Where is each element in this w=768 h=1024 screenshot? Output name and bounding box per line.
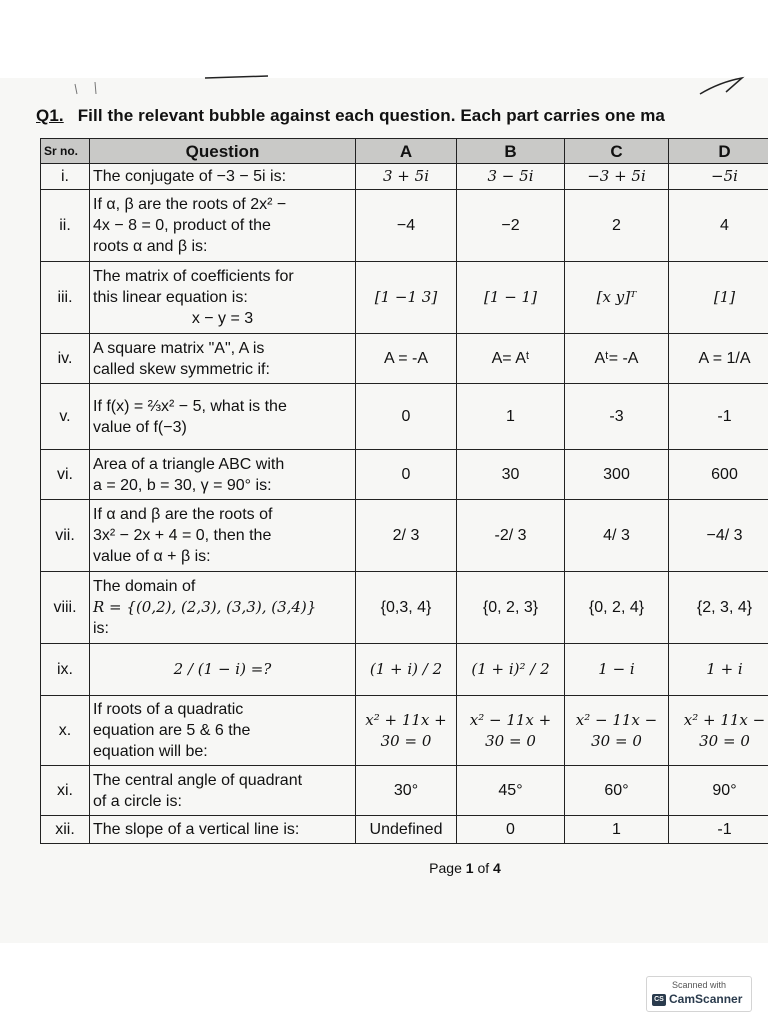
option-value: A = -A	[383, 350, 429, 367]
question-line: equation will be:	[93, 743, 208, 760]
question-line: this linear equation is:	[93, 289, 248, 306]
option-c[interactable]	[565, 766, 669, 816]
option-b[interactable]	[457, 644, 565, 696]
option-b[interactable]	[457, 164, 565, 190]
option-d[interactable]	[669, 696, 768, 766]
option-value: 30°	[393, 782, 419, 799]
header-question: Question	[90, 139, 356, 164]
option-a[interactable]	[356, 262, 457, 334]
option-value: −4/ 3	[706, 527, 743, 544]
option-d[interactable]	[669, 190, 768, 262]
question-text	[90, 334, 356, 384]
question-line: x − y = 3	[191, 310, 254, 327]
question-line: value of α + β is:	[93, 548, 211, 565]
option-b[interactable]	[457, 766, 565, 816]
row-number: x.	[41, 696, 90, 766]
option-c[interactable]	[565, 500, 669, 572]
row-number: v.	[41, 384, 90, 450]
row-number: ii.	[41, 190, 90, 262]
question-line: of a circle is:	[93, 792, 182, 810]
table-header-row	[41, 139, 768, 164]
row-number: vii.	[41, 500, 90, 572]
option-value: 4	[720, 217, 729, 234]
page-prefix: Page	[429, 860, 466, 876]
option-value: 1 + i	[706, 660, 743, 678]
question-text	[90, 190, 356, 262]
header-option-c: C	[565, 139, 669, 164]
question-line: 3x² − 2x + 4 = 0, then the	[93, 527, 272, 544]
question-line: If f(x) = ⅔x² − 5, what is the	[93, 397, 287, 415]
option-value: 1	[612, 821, 621, 838]
question-line: The conjugate of −3 − 5i is:	[93, 168, 287, 185]
option-value: (1 + i)² / 2	[471, 660, 550, 678]
option-b[interactable]	[457, 262, 565, 334]
header-option-d: D	[669, 139, 768, 164]
option-value: 1	[506, 408, 515, 425]
option-value: [1]	[713, 288, 736, 306]
question-line: equation are 5 & 6 the	[93, 722, 251, 739]
question-instruction: Fill the relevant bubble against each question. Each part carries one ma	[77, 106, 665, 125]
option-a[interactable]	[356, 644, 457, 696]
question-line: roots α and β is:	[93, 238, 208, 255]
option-value: Aᵗ= -A	[594, 350, 639, 367]
option-value: A = 1/A	[698, 350, 751, 367]
row-number: xi.	[41, 766, 90, 816]
table-row	[41, 450, 768, 500]
option-value: 0	[506, 821, 515, 838]
question-text	[90, 644, 356, 696]
option-d[interactable]	[669, 500, 768, 572]
option-value: −4	[396, 217, 416, 234]
option-value: A= Aᵗ	[491, 350, 530, 367]
option-value: 3 + 5i	[383, 167, 429, 185]
option-value: [1 −1 3]	[374, 288, 438, 306]
question-number: Q1.	[36, 106, 64, 125]
option-a[interactable]	[356, 164, 457, 190]
page-total: 4	[493, 860, 501, 876]
option-b[interactable]	[457, 190, 565, 262]
option-d[interactable]	[669, 384, 768, 450]
page-current: 1	[465, 860, 474, 876]
option-value: −5i	[711, 167, 738, 185]
question-text	[90, 262, 356, 334]
question-text	[90, 164, 356, 190]
option-value: x² − 11x + 30 = 0	[469, 710, 552, 750]
question-line: If α and β are the roots of	[93, 506, 273, 523]
table-row	[41, 572, 768, 644]
option-b[interactable]	[457, 384, 565, 450]
option-a[interactable]	[356, 500, 457, 572]
option-value: {0, 2, 3}	[482, 599, 539, 616]
option-d[interactable]	[669, 450, 768, 500]
option-value: x² + 11x − 30 = 0	[683, 710, 766, 750]
option-b[interactable]	[457, 696, 565, 766]
question-text	[90, 500, 356, 572]
question-line: a = 20, b = 30, γ = 90° is:	[93, 476, 272, 494]
question-text	[90, 696, 356, 766]
row-number: viii.	[41, 572, 90, 644]
question-text	[90, 384, 356, 450]
mcq-table	[40, 138, 768, 844]
table-row	[41, 816, 768, 844]
option-a[interactable]	[356, 816, 457, 844]
option-value: 3 − 5i	[487, 167, 534, 185]
question-text	[90, 572, 356, 644]
option-value: {0, 2, 4}	[588, 599, 645, 616]
option-value: -2/ 3	[494, 527, 527, 544]
question-text	[90, 816, 356, 844]
question-line: The matrix of coefficients for	[93, 268, 294, 285]
option-value: 600	[711, 466, 738, 483]
table-row	[41, 384, 768, 450]
option-c[interactable]	[565, 334, 669, 384]
option-b[interactable]	[457, 500, 565, 572]
option-c[interactable]	[565, 262, 669, 334]
option-c[interactable]	[565, 384, 669, 450]
option-value: 30	[501, 466, 520, 483]
table-row	[41, 696, 768, 766]
option-c[interactable]	[565, 816, 669, 844]
option-value: −2	[501, 217, 520, 234]
option-value: [x y]ᵀ	[596, 288, 637, 306]
question-line: Area of a triangle ABC with	[93, 455, 285, 473]
option-value: -1	[717, 408, 732, 425]
option-value: Undefined	[369, 821, 443, 838]
option-b[interactable]	[457, 572, 565, 644]
badge-caption: Scanned with	[671, 980, 727, 990]
table-row	[41, 164, 768, 190]
question-text	[90, 450, 356, 500]
pen-marks	[0, 66, 768, 106]
table-row	[41, 334, 768, 384]
option-value: 4/ 3	[603, 527, 630, 544]
option-a[interactable]	[356, 766, 457, 816]
row-number: iv.	[41, 334, 90, 384]
row-number: ix.	[41, 644, 90, 696]
table-row	[41, 500, 768, 572]
option-d[interactable]	[669, 262, 768, 334]
row-number: i.	[41, 164, 90, 190]
option-d[interactable]	[669, 816, 768, 844]
option-value: {2, 3, 4}	[696, 599, 753, 616]
option-a[interactable]	[356, 572, 457, 644]
option-d[interactable]	[669, 766, 768, 816]
option-value: x² + 11x + 30 = 0	[365, 710, 447, 750]
option-b[interactable]	[457, 334, 565, 384]
question-text	[90, 766, 356, 816]
header-sr-no: Sr no.	[41, 139, 90, 164]
option-value: -3	[609, 408, 624, 425]
question-line: 4x − 8 = 0, product of the	[93, 217, 271, 234]
table-row	[41, 190, 768, 262]
option-c[interactable]	[565, 696, 669, 766]
question-line: is:	[93, 620, 109, 637]
option-d[interactable]	[669, 334, 768, 384]
option-value: 45°	[498, 782, 523, 799]
option-a[interactable]	[356, 696, 457, 766]
option-c[interactable]	[565, 450, 669, 500]
question-line: A square matrix "A", A is	[93, 339, 265, 357]
option-c[interactable]	[565, 572, 669, 644]
camscanner-logo-icon: CS	[652, 994, 666, 1006]
option-value: 2	[612, 217, 621, 234]
option-d[interactable]	[669, 644, 768, 696]
option-d[interactable]	[669, 164, 768, 190]
row-number: vi.	[41, 450, 90, 500]
option-value: 0	[401, 466, 411, 483]
option-a[interactable]	[356, 334, 457, 384]
option-value: -1	[717, 821, 732, 838]
option-a[interactable]	[356, 384, 457, 450]
question-line: 2 / (1 − i) =?	[173, 660, 272, 678]
option-a[interactable]	[356, 190, 457, 262]
badge-brand: CamScanner	[669, 992, 743, 1006]
option-value: {0,3, 4}	[380, 599, 432, 616]
option-value: (1 + i) / 2	[369, 660, 443, 678]
option-value: −3 + 5i	[587, 167, 646, 185]
table-row	[41, 644, 768, 696]
page-indicator	[0, 860, 768, 876]
option-value: 90°	[712, 782, 737, 799]
table-row	[41, 766, 768, 816]
header-option-b: B	[457, 139, 565, 164]
option-value: 0	[401, 408, 411, 425]
option-b[interactable]	[457, 450, 565, 500]
table-row	[41, 262, 768, 334]
question-line: If α, β are the roots of 2x² −	[93, 196, 287, 213]
question-line: R = {(0,2), (2,3), (3,3), (3,4)}	[93, 598, 317, 616]
option-value: [1 − 1]	[484, 288, 537, 306]
option-value: x² − 11x − 30 = 0	[575, 710, 658, 750]
option-c[interactable]	[565, 644, 669, 696]
option-b[interactable]	[457, 816, 565, 844]
page-of: of	[473, 860, 494, 876]
header-option-a: A	[356, 139, 457, 164]
option-c[interactable]	[565, 190, 669, 262]
camscanner-badge	[646, 976, 752, 1012]
option-c[interactable]	[565, 164, 669, 190]
question-heading	[36, 106, 665, 126]
row-number: iii.	[41, 262, 90, 334]
option-a[interactable]	[356, 450, 457, 500]
option-value: 60°	[604, 782, 629, 799]
option-value: 1 − i	[598, 660, 635, 678]
row-number: xii.	[41, 816, 90, 844]
question-line: value of f(−3)	[93, 418, 187, 436]
question-line: If roots of a quadratic	[93, 701, 244, 718]
option-value: 2/ 3	[392, 527, 420, 544]
option-d[interactable]	[669, 572, 768, 644]
question-line: The slope of a vertical line is:	[93, 821, 300, 838]
question-line: The domain of	[93, 578, 196, 595]
question-line: called skew symmetric if:	[93, 360, 270, 378]
option-value: 300	[603, 466, 630, 483]
question-line: The central angle of quadrant	[93, 771, 303, 789]
